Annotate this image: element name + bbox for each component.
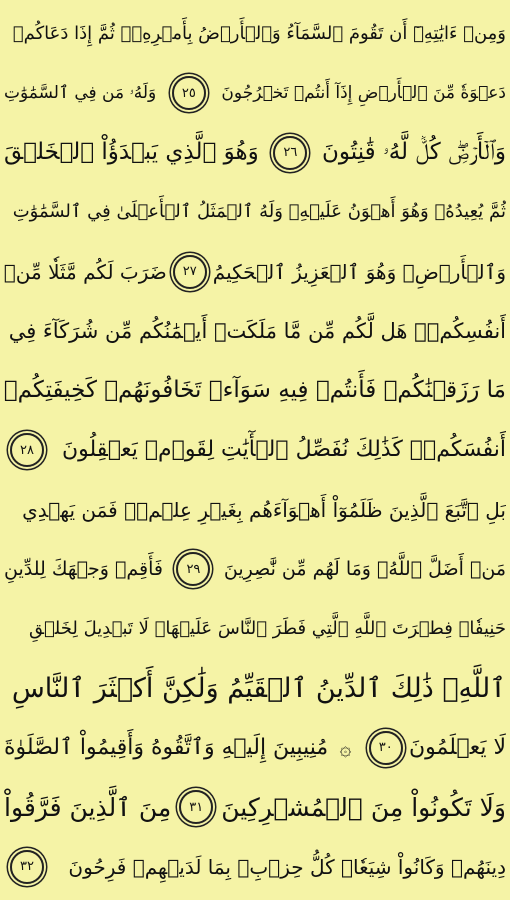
text-line-7 [4,361,506,421]
verse-text: مَنۡ أَضَلَّ ٱللَّهُۖ وَمَا لَهُم مِّن نَّٰصِرِينَ [223,557,506,580]
text-line-6 [4,302,506,362]
verse-text: وَلَهُۥ مَن فِي ٱلسَّمَٰوَٰتِ [4,82,157,103]
verse-text: بَلِ ٱتَّبَعَ ٱلَّذِينَ ظَلَمُوٓاْ أَهۡوَآءَهُم بِغَيۡرِ عِلۡمٖۖ فَمَن يَهۡدِي [22,497,506,522]
verse-text: مِنَ ٱلَّذِينَ فَرَّقُواْ [4,792,172,822]
text-line-13 [4,718,506,778]
text-line-10 [4,540,506,600]
verse-text: وَٱلۡأَرۡضِۖ كُلّٞ لَّهُۥ قَٰنِتُونَ [322,139,506,166]
verse-text: وَٱلۡأَرۡضِۚ وَهُوَ ٱلۡعَزِيزُ ٱلۡحَكِيمُ [212,259,506,284]
verse-text: دَعۡوَةٗ مِّنَ ٱلۡأَرۡضِ إِذَآ أَنتُمۡ تَخۡرُجُونَ [221,82,506,103]
text-line-3 [4,123,506,183]
text-line-4 [4,183,506,243]
text-line-5 [4,242,506,302]
verse-number-marker: ٣١ [179,790,213,824]
rub-el-hizb-icon: ۞ [339,735,352,760]
verse-text: أَنفُسَكُمۡۚ كَذَٰلِكَ نُفَصِّلُ ٱلۡأٓيَٰتِ لِقَوۡمٖ يَعۡقِلُونَ [61,437,506,463]
verse-text: فَأَقِمۡ وَجۡهَكَ لِلدِّينِ [4,557,163,580]
text-line-11 [4,599,506,659]
verse-text: أَنفُسِكُمۡۖ هَل لَّكُم مِّن مَّا مَلَكَتۡ أَيۡمَٰنُكُم مِّن شُرَكَآءَ فِي [8,318,506,343]
verse-number-marker: ٢٨ [10,433,44,467]
verse-text: ثُمَّ يُعِيدُهُۥ وَهُوَ أَهۡوَنُ عَلَيۡهِۚ وَلَهُ ٱلۡمَثَلُ ٱلۡأَعۡلَىٰ فِي ٱلسَّمَٰوَٰتِ [12,201,506,223]
verse-text: ٱللَّهِۚ ذَٰلِكَ ٱلدِّينُ ٱلۡقَيِّمُ وَلَٰكِنَّ أَكۡثَرَ ٱلنَّاسِ [11,672,506,704]
verse-text: وَمِنۡ ءَايَٰتِهِۦٓ أَن تَقُومَ ٱلسَّمَآءُ وَٱلۡأَرۡضُ بِأَمۡرِهِۦۚ ثُمَّ إِذَا دَعَاكُمۡ [12,22,506,44]
text-line-8 [4,421,506,481]
verse-number-marker: ٣٢ [10,850,44,884]
verse-text: مُنِيبِينَ إِلَيۡهِ وَٱتَّقُوهُ وَأَقِيمُواْ ٱلصَّلَوٰةَ [4,734,329,760]
verse-text: وَلَا تَكُونُواْ مِنَ ٱلۡمُشۡرِكِينَ [221,792,506,822]
text-line-15 [4,837,506,897]
verse-number-marker: ٣٠ [369,731,403,765]
verse-text: دِينَهُمۡ وَكَانُواْ شِيَعٗاۖ كُلُّ حِزۡبِۢ بِمَا لَدَيۡهِمۡ فَرِحُونَ [68,854,506,879]
verse-text: حَنِيفٗاۚ فِطۡرَتَ ٱللَّهِ ٱلَّتِي فَطَرَ ٱلنَّاسَ عَلَيۡهَاۚ لَا تَبۡدِيلَ لِخَلۡقِ [28,617,506,639]
verse-text: لَا يَعۡلَمُونَ [408,734,506,760]
verse-number-marker: ٢٧ [173,255,207,289]
verse-number-marker: ٢٥ [172,76,206,110]
text-line-1 [4,4,506,64]
text-line-2 [4,64,506,124]
text-line-14 [4,778,506,838]
text-line-12 [4,659,506,719]
verse-text: مَا رَزَقۡنَٰكُمۡ فَأَنتُمۡ فِيهِ سَوَآءٞ تَخَافُونَهُمۡ كَخِيفَتِكُمۡ [4,377,506,404]
verse-text: وَهُوَ ٱلَّذِي يَبۡدَؤُاْ ٱلۡخَلۡقَ [4,139,259,166]
verse-number-marker: ٢٦ [273,136,307,170]
verse-number-marker: ٢٩ [176,552,210,586]
text-line-9 [4,480,506,540]
verse-text: ضَرَبَ لَكُم مَّثَلٗا مِّنۡ [4,259,167,284]
